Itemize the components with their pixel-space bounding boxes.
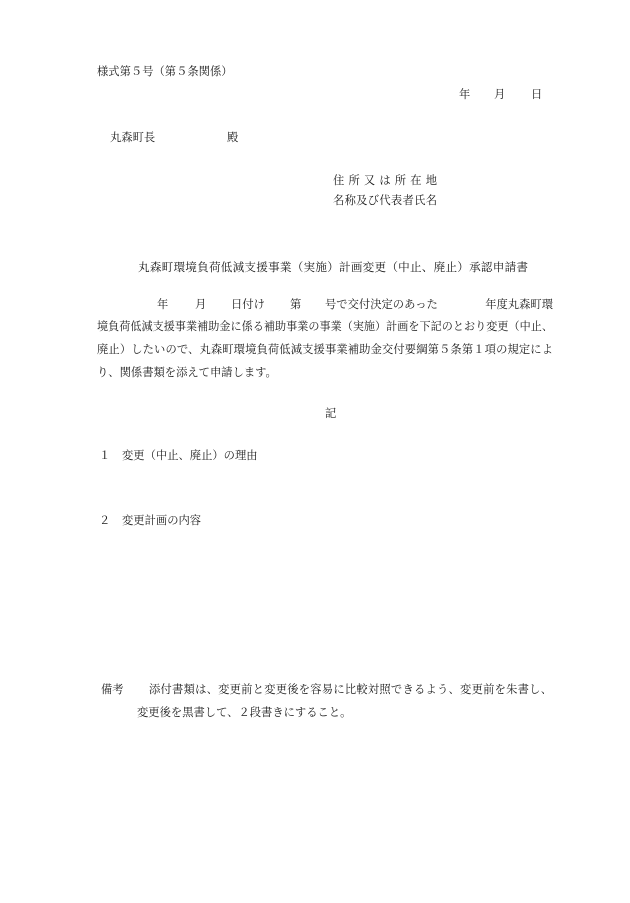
body-day-label: 日付け — [231, 298, 265, 311]
addressee-name: 丸森町長 — [110, 131, 156, 144]
form-number: 様式第５号（第５条関係） — [97, 65, 233, 78]
item-number: ２ — [99, 514, 111, 527]
body-number-suffix: 号で交付決定のあった — [325, 298, 438, 311]
body-line: 境負荷低減支援事業補助金に係る補助事業の事業（実施）計画を下記のとおり変更（中止、 — [97, 320, 553, 333]
body-number-prefix: 第 — [290, 298, 302, 311]
addressee-honorific: 殿 — [227, 131, 239, 144]
document-title: 丸森町環境負荷低減支援事業（実施）計画変更（中止、廃止）承認申請書 — [138, 260, 528, 274]
date-day-label: 日 — [531, 88, 543, 101]
body-month-label: 月 — [195, 298, 207, 311]
applicant-address-label: 住 所 又 は 所 在 地 — [333, 174, 437, 187]
body-fiscal-year-text: 年度丸森町環 — [485, 298, 553, 311]
body-line: 廃止）したいので、丸森町環境負荷低減支援事業補助金交付要綱第５条第１項の規定によ — [97, 343, 553, 356]
remarks-label: 備考 — [101, 683, 124, 696]
date-month-label: 月 — [494, 88, 506, 101]
remarks-line: 変更後を黒書して、２段書きにすること。 — [137, 706, 352, 719]
ki-heading: 記 — [325, 407, 337, 420]
remarks-line: 添付書類は、変更前と変更後を容易に比較対照できるよう、変更前を朱書し、 — [149, 683, 552, 696]
body-line: り、関係書類を添えて申請します。 — [97, 366, 277, 379]
item-number: １ — [99, 449, 111, 462]
body-year-label: 年 — [157, 298, 169, 311]
date-year-label: 年 — [459, 88, 471, 101]
applicant-name-label: 名称及び代表者氏名 — [333, 194, 437, 207]
item-label-change-reason: 変更（中止、廃止）の理由 — [122, 449, 258, 462]
item-label-change-plan: 変更計画の内容 — [122, 514, 202, 527]
